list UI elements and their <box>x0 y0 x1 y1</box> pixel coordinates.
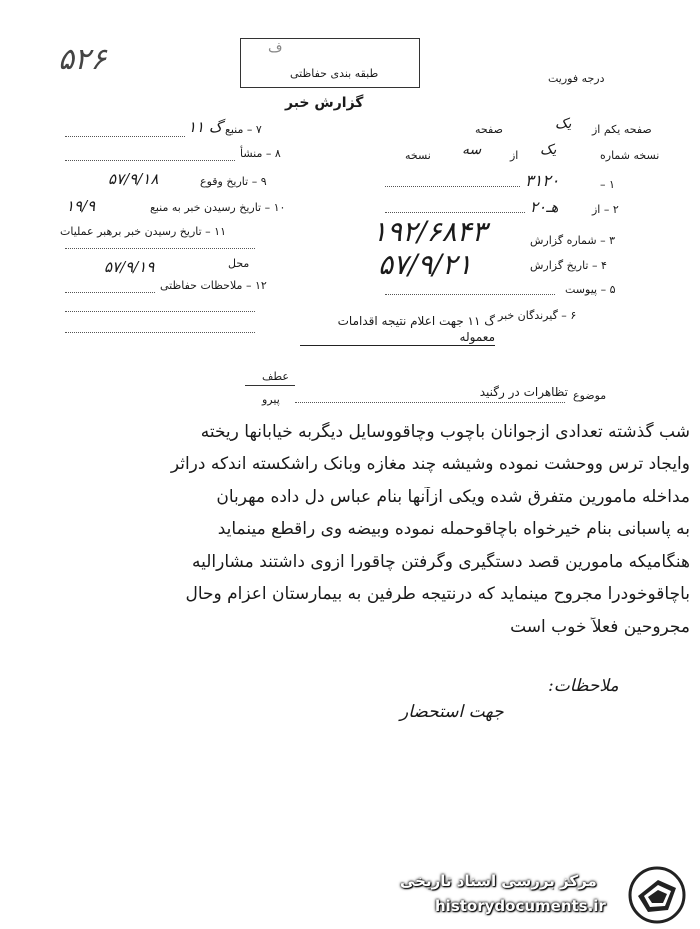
field-from-label: ۲ – از <box>592 203 619 216</box>
dotted-line <box>385 294 555 295</box>
dotted-line <box>65 311 255 312</box>
field-received-source-label: ۱۰ – تاریخ رسیدن خبر به منبع <box>150 201 286 214</box>
field-1-value: ۳۱۲۰ <box>525 171 560 190</box>
dotted-line <box>65 248 255 249</box>
remarks-value: جهت استحضار <box>400 702 504 722</box>
field-recipients-value: گ ۱۱ جهت اعلام نتیجه اقدامات معموله <box>300 313 495 346</box>
dotted-line <box>385 186 520 187</box>
atf-sub-label: پیرو <box>262 393 280 406</box>
body-line-3: مداخله مامورین متفرق شده ویکی ازآنها بنام عباس دل داده مهربان <box>216 487 690 507</box>
handwritten-number: ۵۲۶ <box>58 42 107 77</box>
remarks-label: ملاحظات: <box>548 676 619 696</box>
field-source-value: گ ۱۱ <box>188 118 223 136</box>
field-page-suffix: صفحه <box>475 123 503 136</box>
body-line-7: مجروحین فعلاً خوب است <box>510 617 690 637</box>
subject-label: موضوع <box>573 389 607 402</box>
field-occurrence-value: ۵۷/۹/۱۸ <box>108 170 159 188</box>
field-received-source-value: ۱۹/۹ <box>66 197 96 215</box>
watermark-title: مرکز بررسی اسناد تاریخی <box>400 872 597 890</box>
body-line-2: وایجاد ترس ووحشت نموده وشیشه چند مغازه وبانک راشکسته اندکه دراثر <box>170 454 690 474</box>
field-report-date-value: ۵۷/۹/۲۱ <box>378 248 473 281</box>
subject-value: تظاهرات در رگنید <box>479 385 568 399</box>
field-copy-suffix: نسخه <box>405 149 431 162</box>
field-location-value: ۵۷/۹/۱۹ <box>104 258 155 276</box>
urgency-label: درجه فوریت <box>548 72 605 85</box>
archive-logo-icon <box>628 866 686 924</box>
field-occurrence-label: ۹ – تاریخ وقوع <box>200 175 267 188</box>
body-line-1: شب گذشته تعدادی ازجوانان باچوب وچاقووسایل دیگربه خیابانها ریخته <box>200 422 690 442</box>
classification-label: طبقه بندی حفاظتی <box>290 67 379 80</box>
field-origin-label: ۸ – منشأ <box>240 147 281 160</box>
field-copy-mid: از <box>510 149 519 162</box>
classification-box <box>240 38 420 88</box>
dotted-line <box>65 332 255 333</box>
field-received-leader-label: ۱۱ – تاریخ رسیدن خبر برهبر عملیات <box>60 225 226 238</box>
dotted-line <box>65 136 185 137</box>
body-line-5: هنگامیکه مامورین قصد دستگیری وگرفتن چاقورا ازوی داشتند مشارالیه <box>191 552 690 572</box>
field-recipients-label: ۶ – گیرندگان خبر <box>498 309 577 322</box>
divider <box>245 385 295 386</box>
field-page-value: یک <box>555 116 572 132</box>
field-copy-value2: سه <box>462 142 482 158</box>
dotted-line <box>65 292 155 293</box>
field-page-label: صفحه یکم از <box>592 123 652 136</box>
body-line-4: به پاسبانی بنام خیرخواه باچاقوحمله نموده وبیضه وی راقطع مینماید <box>217 519 690 539</box>
field-from-value: ۲۰هـ <box>530 198 559 216</box>
dotted-line <box>385 212 525 213</box>
field-remarks-security-label: ۱۲ – ملاحظات حفاظتی <box>160 279 267 292</box>
dotted-line <box>295 402 565 403</box>
field-source-label: ۷ – منبع <box>225 123 262 136</box>
document-title: گزارش خبر <box>285 95 364 111</box>
dotted-line <box>65 160 235 161</box>
field-location-label: محل <box>228 257 250 270</box>
field-copy-value: یک <box>540 142 557 158</box>
field-report-date-label: ۴ – تاریخ گزارش <box>530 259 607 272</box>
field-attachment-label: ۵ – پیوست <box>565 283 616 296</box>
body-line-6: باچاقوخودرا مجروح مینماید که درنتیجه طرفین به بیمارستان اعزام وحال <box>185 584 690 604</box>
field-report-number-label: ۳ – شماره گزارش <box>530 234 616 247</box>
top-stamp: ف <box>268 40 283 56</box>
field-copy-label: نسخه شماره <box>600 149 660 162</box>
watermark-url: historydocuments.ir <box>435 897 606 915</box>
field-1-label: ۱ – <box>600 178 615 191</box>
atf-label: عطف <box>262 370 289 383</box>
field-report-number-value: ۱۹۲/۶۸۴۳ <box>372 215 487 248</box>
